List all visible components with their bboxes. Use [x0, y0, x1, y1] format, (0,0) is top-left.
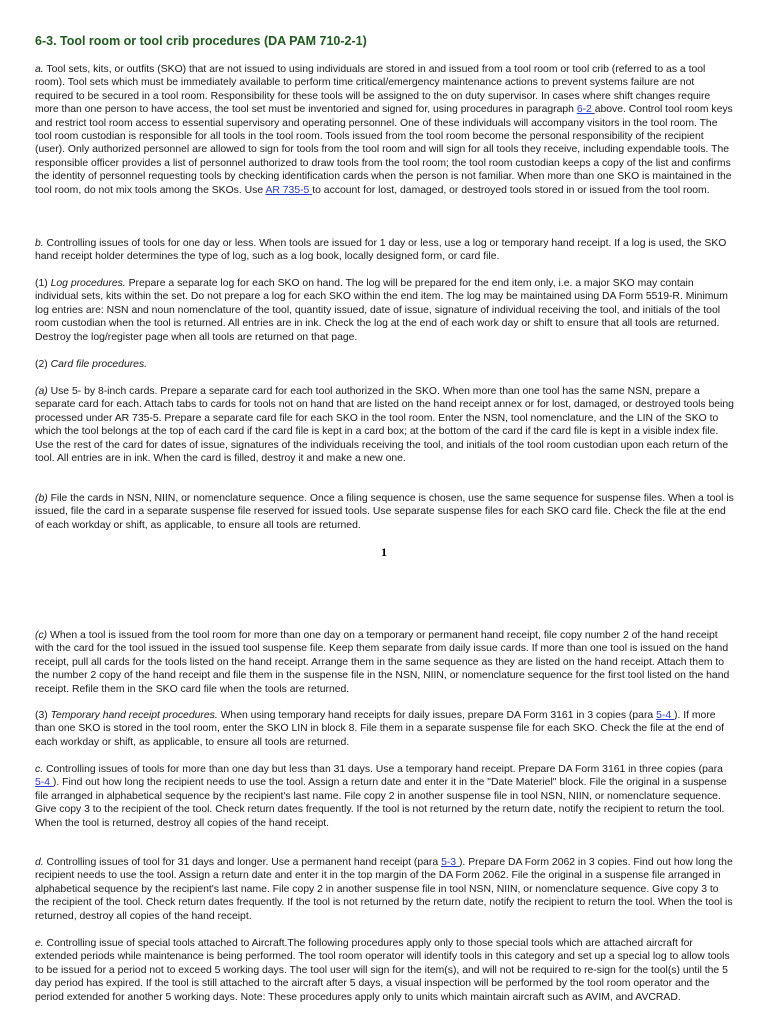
paragraph-a	[35, 63, 735, 197]
paragraph-b-text: Controlling issues of tools for one day or less. When tools are issued for 1 day or less, use a log or temporary hand receipt. If a log is used, the SKO hand receipt holder determines the type of log, such as a log book, locally designed form, or card file.	[35, 238, 727, 263]
link-para-5-3[interactable]: 5-3	[441, 857, 459, 868]
paragraph-b-label: b.	[35, 238, 44, 249]
section-title: 6-3. Tool room or tool crib procedures (DA PAM 710-2-1)	[35, 34, 367, 48]
paragraph-2a-text: Use 5- by 8-inch cards. Prepare a separate card for each tool authorized in the SKO. When more than one tool has the same NSN, prepare a separate card for each. Attach tabs to cards for tools not on hand that are listed on the hand receipt annex or for lost, damaged, or destroyed tools being processed under AR 735-5. Prepare a separate card file for each SKO in the tool room. Enter the NSN, tool nomenclature, and the LIN of the SKO to which the tool belongs at the top of each card if the card file is kept in a card box; at the bottom of the card if the card file is kept in a visible index file. Use the rest of the card for dates of issue, signatures of the individuals receiving the tool, and initials of the tool room custodian upon each return of the tool. All entries are in ink. When the card is filled, destroy it and make a new one.	[35, 386, 734, 465]
paragraph-2c-text: When a tool is issued from the tool room for more than one day on a temporary or permanent hand receipt, file copy number 2 of the hand receipt with the card for the tool issued in the issued tool suspense file. Keep them separate from daily issue cards. If more than one tool is issued on the hand receipt, pull all cards for the tools listed on the hand receipt. Arrange them in the same sequence as they are listed on the hand receipt. Attach them to the number 2 copy of the hand receipt and file them in the suspense file in the NSN, NIIN, or nomenclature sequence for the first tool listed on the hand receipt. Refile them in the SKO card file when the tools are returned.	[35, 630, 730, 695]
paragraph-3-text-2: ). If more than one SKO is stored in the tool room, enter the SKO LIN in block 8. File them in a separate suspense file for each SKO. Check the file at the end of each workday or shift, as applicable, to ensure all tools are returned.	[35, 710, 725, 748]
paragraph-a-text-1: Tool sets, kits, or outfits (SKO) that are not issued to using individuals are stored in and issued from a tool room or tool crib (referred to as a tool room). Tool sets which must be immediately available to perform time critical/emergency maintenance actions to prevent systems failure are not required to be secured in a tool room. Responsibility for these tools will be assigned to the on duty supervisor. In cases where shift changes require more than one person to have access, the tool set must be inventoried and signed for, using procedures in paragraph	[35, 64, 711, 116]
paragraph-2-card-file	[35, 358, 735, 371]
paragraph-2b-label: (b)	[35, 493, 48, 504]
paragraph-2b	[35, 492, 735, 532]
link-para-5-4-c[interactable]: 5-4	[35, 777, 53, 789]
paragraph-c-text-1: Controlling issues of tools for more than one day but less than 31 days. Use a temporary hand receipt. Prepare DA Form 3161 in three copies (para	[43, 764, 723, 775]
paragraph-3-text-1: When using temporary hand receipts for daily issues, prepare DA Form 3161 in 3 copies (para	[217, 710, 657, 721]
paragraph-d	[35, 856, 735, 923]
paragraph-d-text-1: Controlling issues of tool for 31 days and longer. Use a permanent hand receipt (para	[43, 857, 442, 868]
page-number: 1	[381, 545, 387, 559]
paragraph-2c-label: (c)	[35, 630, 48, 641]
paragraph-2b-text: File the cards in NSN, NIIN, or nomenclature sequence. Once a filing sequence is chosen, use the same sequence for suspense files. When a tool is issued, file the card in a separate suspense file reserved for issued tools. Use separate suspense files for each SKO card file. Check the file at the end of each workday or shift, as applicable, to ensure all tools are returned.	[35, 493, 734, 531]
paragraph-2-label: Card file procedures.	[50, 359, 148, 370]
paragraph-e-text: Controlling issue of special tools attached to Aircraft.The following procedures apply only to those special tools which are attached aircraft for extended periods while maintenance is being performed. The tool room operator will identify tools in this category and set up a special log to allow tools to be issued for a period not to exceed 5 working days. The tool user will sign for the item(s), and will not be required to re-sign for the tool(s) until the 5 day period has expired. If the tool is still attached to the aircraft after 5 days, a visual inspection will be performed by the tool room operator and the period extended for another 5 working days. Note: These procedures apply only to units which maintain aircraft such as AVIM, and AVCRAD.	[35, 938, 730, 1003]
paragraph-2a	[35, 385, 735, 465]
paragraph-3-temporary-hand-receipt	[35, 709, 735, 749]
link-ar-735-5[interactable]: AR 735-5	[265, 184, 313, 196]
paragraph-b	[35, 237, 735, 264]
paragraph-2-number: (2)	[35, 359, 51, 370]
paragraph-a-label: a.	[35, 64, 44, 75]
paragraph-1-number: (1)	[35, 278, 51, 289]
paragraph-e-label: e.	[35, 938, 44, 949]
paragraph-c-label: c.	[35, 764, 44, 775]
paragraph-d-text-2: ). Prepare DA Form 2062 in 3 copies. Find out how long the recipient needs to use the tool. Assign a return date and enter it in the top margin of the DA Form 2062. File the original in a suspense file arranged in alphabetical sequence by the recipient's last name. File copy 2 in another suspense file in tool NSN, NIIN, or nomenclature sequence. Give copy 3 to the recipient of the tool. Check return dates frequently. If the tool is not returned by the return date, notify the recipient to return the tool. When the tool is returned, destroy all copies of the hand receipt.	[35, 857, 733, 922]
paragraph-3-label: Temporary hand receipt procedures.	[50, 710, 218, 721]
link-para-6-2[interactable]: 6-2	[576, 104, 595, 116]
paragraph-d-label: d.	[35, 857, 44, 868]
paragraph-1-text: Prepare a separate log for each SKO on hand. The log will be prepared for the end item only, i.e. a major SKO may contain individual sets, kits within the set. Do not prepare a log for each SKO within the end item. The log may be maintained using DA Form 5519-R. Minimum log entries are: NSN and noun nomenclature of the tool, quantity issued, date of issue, signature of individual receiving the tool, and initials of the tool room custodian when the tool is returned. All entries are in ink. Check the log at the end of each work day or shift to ensure that all tools are returned. Destroy the log/register page when all tools are returned on that page.	[35, 278, 728, 343]
paragraph-1-label: Log procedures.	[50, 278, 126, 289]
paragraph-2c	[35, 629, 735, 696]
paragraph-e	[35, 937, 735, 1004]
paragraph-c-text-2: ). Find out how long the recipient needs to use the tool. Assign a return date and enter it in the "Date Materiel" block. File the original in a suspense file arranged in alphabetical sequence by the recipient's last name. File copy 2 in another suspense file in tool NSN, NIIN, or nomenclature sequence. Give copy 3 to the recipient of the tool. Check return dates frequently. If the tool is not returned by the return date, notify the recipient to return the tool. When the tool is returned, destroy all copies of the hand receipt.	[35, 777, 727, 829]
paragraph-a-text-2: above. Control tool room keys and restrict tool room access to essential supervisory and operating personnel. One of these individuals will accompany visitors in the tool room. The tool room custodian is responsible for all tools in the tool room. Tools issued from the tool room become the personal responsibility of the recipient (user). Only authorized personnel are allowed to sign for tools from the tool room and will sign for all tools they receive, including expendable tools. The responsible officer provides a list of personnel authorized to draw tools from the tool room; the tool room custodian keeps a copy of the list and confirms the identity of personnel requesting tools by checking identification cards when the person is not familiar. When more than one SKO is maintained in the tool room, do not mix tools among the SKOs. Use	[35, 104, 733, 196]
link-para-5-4[interactable]: 5-4	[656, 710, 674, 721]
paragraph-2a-label: (a)	[35, 386, 48, 397]
paragraph-3-number: (3)	[35, 710, 51, 721]
paragraph-c	[35, 763, 735, 830]
paragraph-a-text-3: to account for lost, damaged, or destroyed tools stored in or issued from the tool room.	[312, 184, 710, 196]
paragraph-1-log-procedures	[35, 277, 735, 344]
